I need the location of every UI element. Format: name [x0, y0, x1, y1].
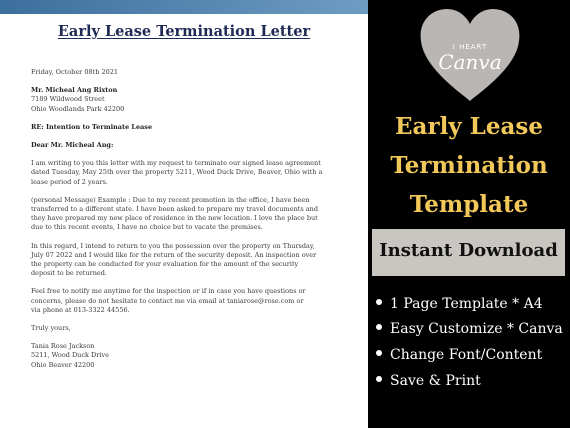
feature-label: 1 Page Template * A4 [390, 296, 543, 312]
feature-item [376, 347, 566, 363]
letter-title: Early Lease Termination Letter [57, 23, 311, 40]
recipient-city: Ohio Woodlands Park 42200 [31, 104, 125, 113]
bullet-icon [376, 324, 382, 330]
paragraph-line: deposit to be returned. [31, 269, 107, 278]
recipient-name: Mr. Micheal Ang Rixton [31, 86, 118, 95]
sender-name: Tania Rose Jackson [31, 342, 95, 351]
paragraph-line: concerns, please do not hesitate to contact me via email at taniarose@rose.com or [31, 296, 304, 305]
paragraph-1 [31, 159, 349, 187]
paragraph-4 [31, 287, 349, 315]
feature-label: Save & Print [390, 373, 481, 389]
paragraph-line: the property can be conducted for your evaluation for the amount of the security [31, 260, 299, 269]
feature-item [376, 321, 566, 337]
feature-item [376, 373, 566, 389]
document-top-bar [0, 0, 368, 14]
headline-line-2: Termination [390, 152, 548, 179]
paragraph-line: via phone at 013-3322 44556. [31, 305, 130, 314]
bullet-icon [376, 350, 382, 356]
paragraph-line: I am writing to you this letter with my request to terminate our signed lease agreement [31, 159, 321, 168]
headline-line-1: Early Lease [395, 113, 543, 140]
sender-street: 5211, Wood Duck Drive [31, 351, 109, 360]
paragraph-line: Feel free to notify me anytime for the inspection or if in case you have questions or [31, 287, 306, 296]
paragraph-line: July 07 2022 and I would like for the return of the security deposit. An inspection over [31, 250, 317, 259]
paragraph-line: transferred to a different state. I have been asked to prepare my travel documents and [31, 205, 318, 214]
paragraph-line: In this regard, I intend to return to you the possession over the property on Thursday, [31, 241, 315, 250]
letter-body [31, 68, 349, 370]
letter-date: Friday, October 08th 2021 [31, 68, 119, 76]
paragraph-line: lease period of 2 years. [31, 177, 108, 186]
recipient-street: 7189 Wildwood Street [31, 95, 105, 104]
paragraph-line: due to this recent events, I have no choice but to vacate the premises. [31, 223, 263, 232]
headline-line-3: Template [409, 191, 529, 218]
logo-tagline: I HEART [452, 43, 488, 51]
paragraph-2 [31, 196, 349, 233]
letter-subject: RE: Intention to Terminate Lease [31, 122, 153, 131]
letter-closing: Truly yours, [31, 324, 71, 333]
logo-brand: Canva [438, 50, 502, 74]
feature-item [376, 296, 566, 312]
bullet-icon [376, 376, 382, 382]
bullet-icon [376, 299, 382, 305]
letter-salutation: Dear Mr. Micheal Ang: [31, 141, 114, 150]
sender-city: Ohio Beaver 42200 [31, 360, 95, 369]
paragraph-line: they have prepared my new place of residence in the new location. I love the place but [31, 214, 318, 223]
download-label: Instant Download [379, 240, 558, 261]
feature-label: Easy Customize * Canva [390, 321, 563, 337]
paragraph-line: (personal Message) Example : Due to my recent promotion in the office, I have been [31, 195, 310, 204]
paragraph-line: dated Tuesday, May 25th over the property 5211, Wood Duck Drive, Beaver, Ohio with a [31, 168, 323, 177]
paragraph-3 [31, 242, 349, 279]
feature-label: Change Font/Content [390, 347, 543, 363]
